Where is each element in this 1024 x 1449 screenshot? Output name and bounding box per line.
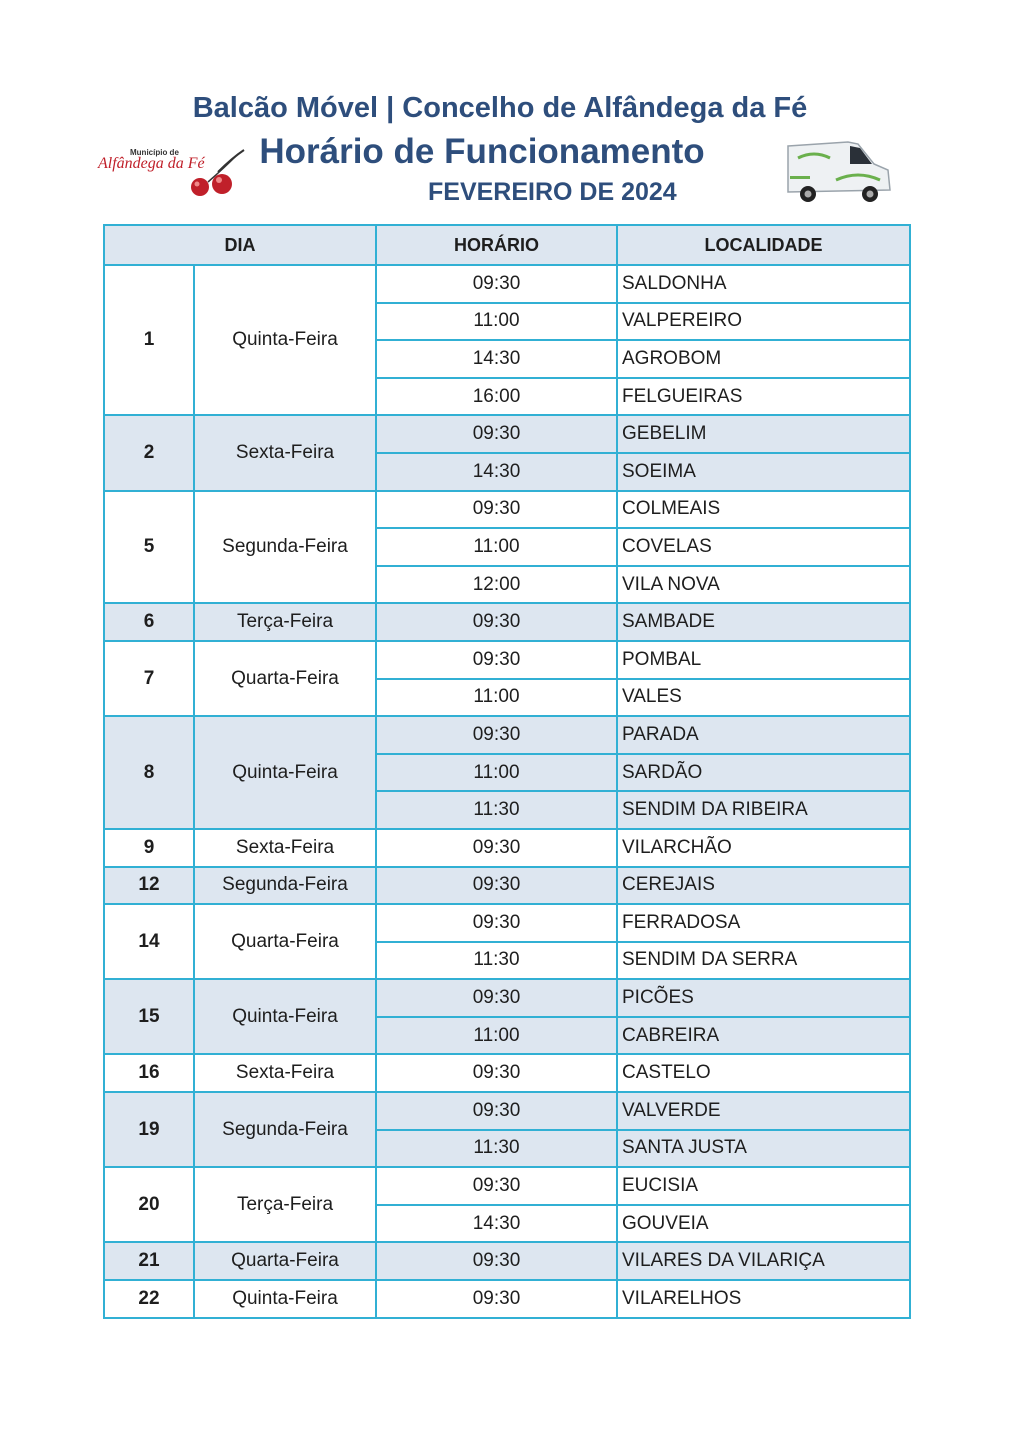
schedule-time: 09:30 [376,1280,617,1318]
schedule-time: 09:30 [376,1167,617,1205]
schedule-time: 14:30 [376,1205,617,1243]
day-number: 21 [104,1242,194,1280]
weekday: Quinta-Feira [194,979,376,1054]
weekday: Segunda-Feira [194,1092,376,1167]
schedule-location: CASTELO [617,1054,910,1092]
schedule-time: 09:30 [376,415,617,453]
page-title: Horário de Funcionamento [259,132,705,171]
page-subtitle: FEVEREIRO DE 2024 [428,178,677,206]
table-row [104,829,910,867]
table-row [104,979,910,1017]
schedule-location: PARADA [617,716,910,754]
page-supertitle: Balcão Móvel | Concelho de Alfândega da Fé [192,92,808,124]
schedule-time: 09:30 [376,265,617,303]
logo-script-text: Alfândega da Fé [98,155,205,172]
schedule-location: VILARES DA VILARIÇA [617,1242,910,1280]
schedule-location: POMBAL [617,641,910,679]
day-number: 5 [104,491,194,604]
weekday: Sexta-Feira [194,1054,376,1092]
schedule-location: FELGUEIRAS [617,378,910,416]
cherry-left-icon [191,178,209,196]
schedule-time: 09:30 [376,716,617,754]
schedule-time: 11:30 [376,791,617,829]
schedule-time: 11:30 [376,942,617,980]
schedule-location: PICÕES [617,979,910,1017]
schedule-location: EUCISIA [617,1167,910,1205]
schedule-location: VALVERDE [617,1092,910,1130]
mobile-van-icon [784,136,894,208]
day-number: 12 [104,867,194,905]
schedule-time: 09:30 [376,1092,617,1130]
schedule-location: VILARELHOS [617,1280,910,1318]
day-number: 2 [104,415,194,490]
table-row [104,1280,910,1318]
day-number: 16 [104,1054,194,1092]
schedule-time: 09:30 [376,829,617,867]
table-row [104,867,910,905]
schedule-location: COVELAS [617,528,910,566]
schedule-time: 14:30 [376,340,617,378]
weekday: Terça-Feira [194,1167,376,1242]
day-number: 7 [104,641,194,716]
schedule-time: 09:30 [376,1242,617,1280]
schedule-body [104,265,910,1318]
schedule-time: 09:30 [376,867,617,905]
schedule-time: 11:00 [376,679,617,717]
logo-small-text: Município de [130,148,179,157]
day-number: 14 [104,904,194,979]
col-header-localidade: LOCALIDADE [617,225,910,265]
schedule-location: VILA NOVA [617,566,910,604]
weekday: Terça-Feira [194,603,376,641]
table-row [104,265,910,303]
table-row [104,415,910,453]
schedule-location: COLMEAIS [617,491,910,529]
schedule-location: SANTA JUSTA [617,1130,910,1168]
schedule-location: VALES [617,679,910,717]
schedule-time: 09:30 [376,491,617,529]
table-row [104,1167,910,1205]
table-row [104,904,910,942]
municipality-logo [96,142,246,198]
table-row [104,1054,910,1092]
weekday: Quarta-Feira [194,1242,376,1280]
schedule-location: AGROBOM [617,340,910,378]
schedule-time: 11:00 [376,1017,617,1055]
weekday: Quinta-Feira [194,1280,376,1318]
table-row [104,1242,910,1280]
day-number: 8 [104,716,194,829]
schedule-time: 09:30 [376,904,617,942]
schedule-time: 11:00 [376,303,617,341]
schedule-time: 12:00 [376,566,617,604]
schedule-time: 14:30 [376,453,617,491]
schedule-location: VALPEREIRO [617,303,910,341]
schedule-location: SENDIM DA RIBEIRA [617,791,910,829]
schedule-time: 11:30 [376,1130,617,1168]
day-number: 6 [104,603,194,641]
schedule-location: SOEIMA [617,453,910,491]
table-row [104,716,910,754]
weekday: Quarta-Feira [194,904,376,979]
cherry-right-icon [212,174,232,194]
day-number: 19 [104,1092,194,1167]
day-number: 1 [104,265,194,415]
schedule-location: GEBELIM [617,415,910,453]
schedule-time: 09:30 [376,603,617,641]
day-number: 20 [104,1167,194,1242]
schedule-location: GOUVEIA [617,1205,910,1243]
day-number: 15 [104,979,194,1054]
schedule-time: 09:30 [376,1054,617,1092]
weekday: Quarta-Feira [194,641,376,716]
table-row [104,603,910,641]
schedule-time: 11:00 [376,528,617,566]
schedule-time: 09:30 [376,641,617,679]
schedule-location: SAMBADE [617,603,910,641]
schedule-location: SENDIM DA SERRA [617,942,910,980]
col-header-dia: DIA [104,225,376,265]
schedule-location: CABREIRA [617,1017,910,1055]
weekday: Segunda-Feira [194,867,376,905]
day-number: 22 [104,1280,194,1318]
schedule-location: VILARCHÃO [617,829,910,867]
weekday: Sexta-Feira [194,829,376,867]
weekday: Segunda-Feira [194,491,376,604]
schedule-table [103,224,911,1319]
weekday: Sexta-Feira [194,415,376,490]
table-header-row [104,225,910,265]
schedule-location: SALDONHA [617,265,910,303]
schedule-time: 16:00 [376,378,617,416]
schedule-time: 11:00 [376,754,617,792]
schedule-time: 09:30 [376,979,617,1017]
weekday: Quinta-Feira [194,265,376,415]
day-number: 9 [104,829,194,867]
schedule-location: FERRADOSA [617,904,910,942]
table-row [104,641,910,679]
table-row [104,491,910,529]
col-header-horario: HORÁRIO [376,225,617,265]
schedule-location: SARDÃO [617,754,910,792]
weekday: Quinta-Feira [194,716,376,829]
schedule-location: CEREJAIS [617,867,910,905]
table-row [104,1092,910,1130]
